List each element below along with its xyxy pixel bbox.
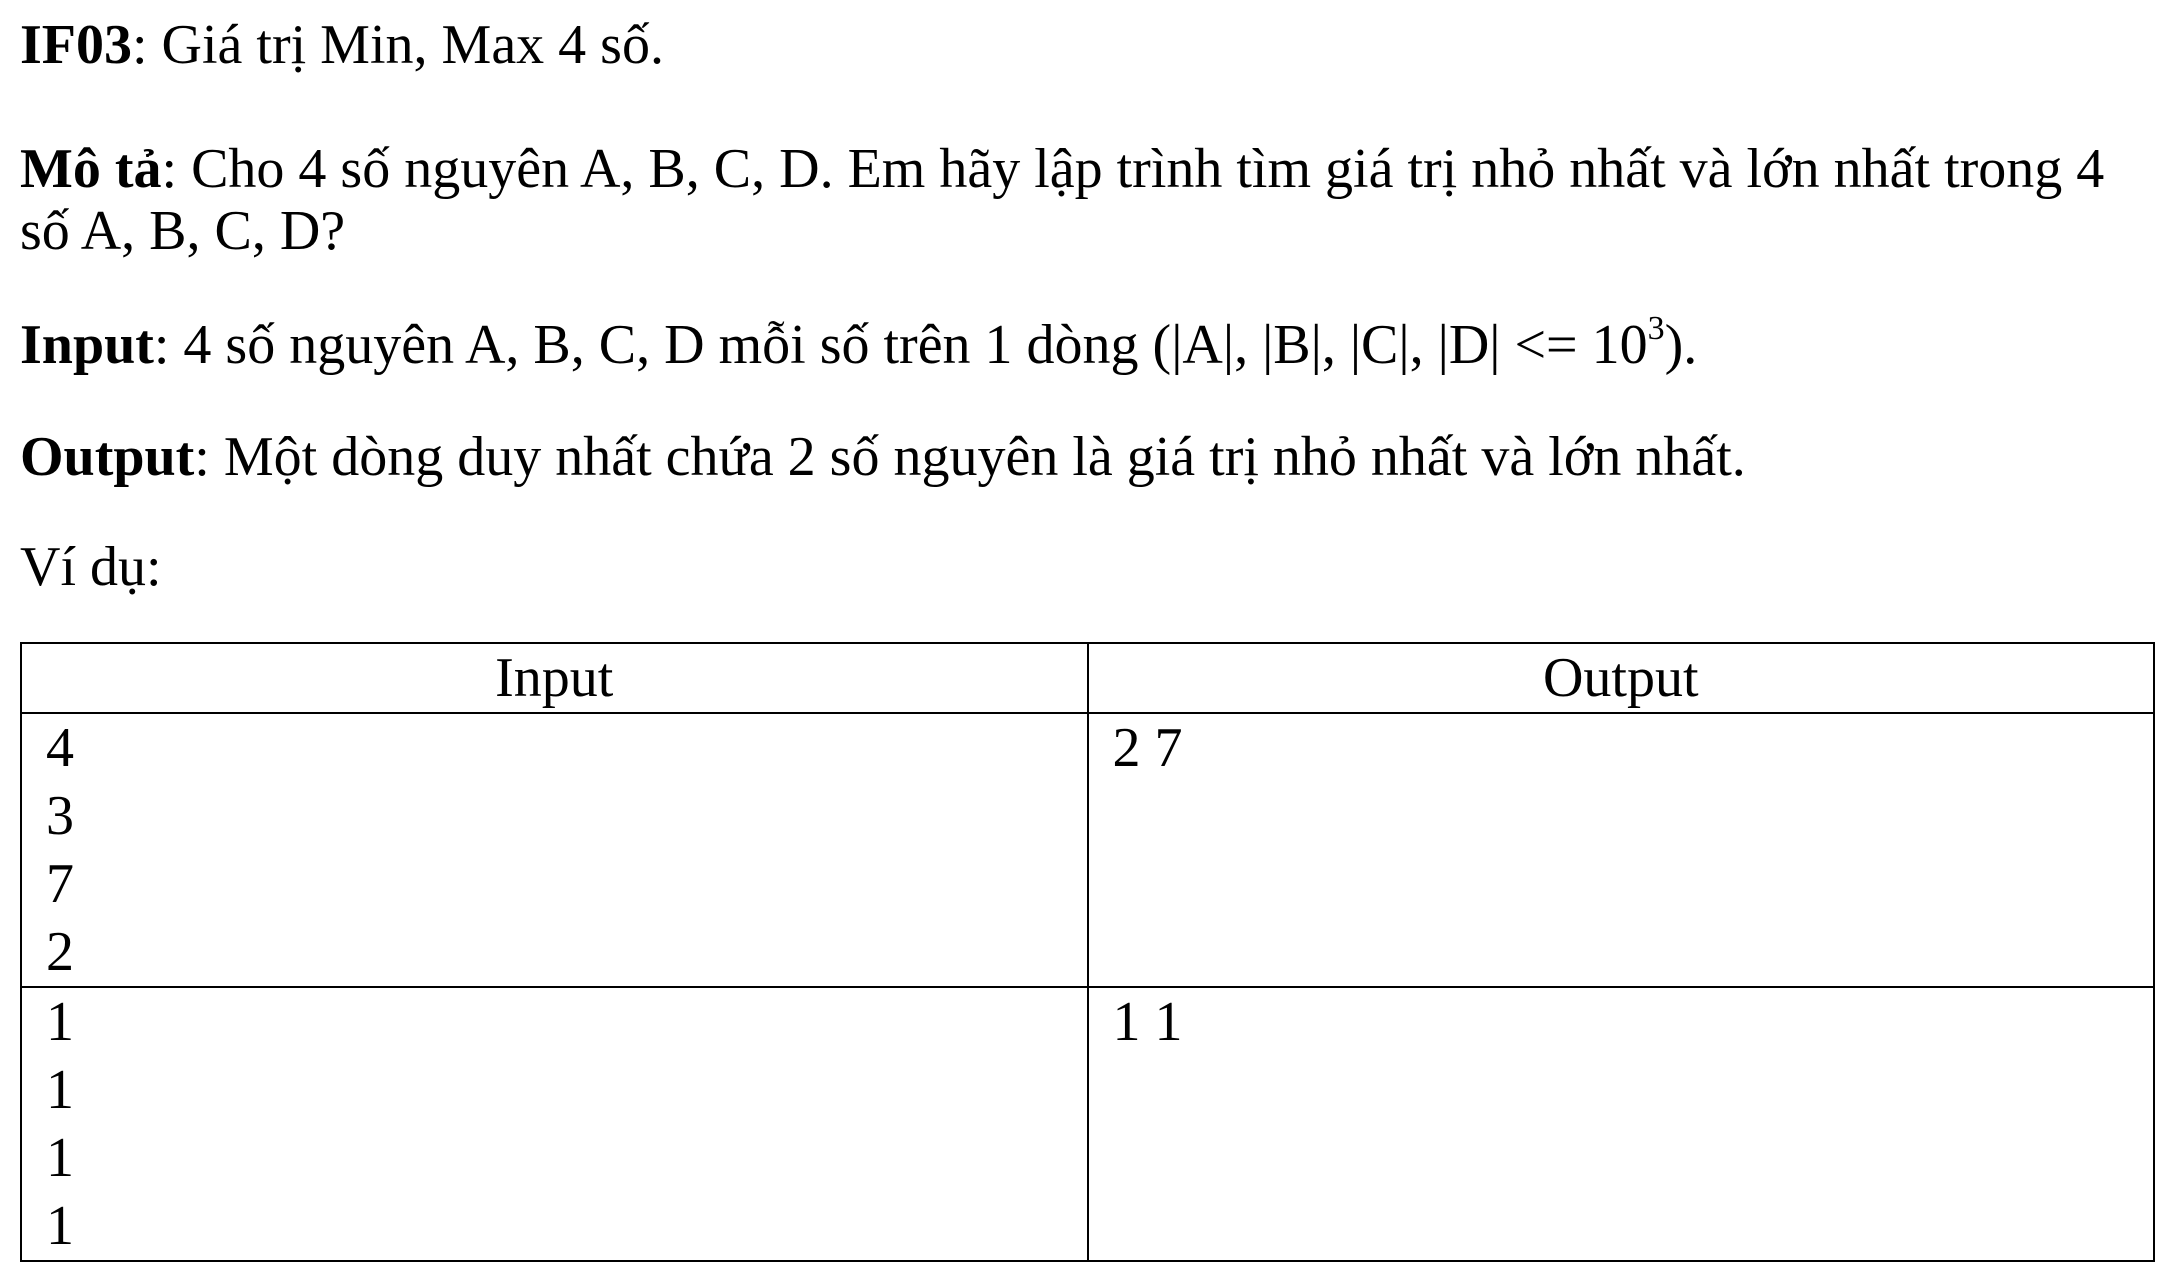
problem-code: IF03: [20, 14, 132, 76]
description-label: Mô tả: [20, 138, 162, 200]
example-label: Ví dụ:: [20, 536, 162, 598]
input-line: 3: [46, 785, 74, 847]
problem-title: [20, 14, 2160, 76]
input-cell: [21, 713, 1088, 987]
input-line: 1: [46, 1127, 74, 1189]
problem-title-text: : Giá trị Min, Max 4 số.: [132, 14, 664, 76]
table-row: [21, 987, 2154, 1261]
problem-statement: [20, 14, 2160, 1262]
input-line: 4: [46, 717, 74, 779]
output-cell: 2 7: [1088, 713, 2155, 987]
header-input: Input: [21, 643, 1088, 713]
input-text-end: ).: [1664, 314, 1698, 376]
input-line: 7: [46, 853, 74, 915]
table-header-row: [21, 643, 2154, 713]
input-line: 1: [46, 1059, 74, 1121]
input-cell: [21, 987, 1088, 1261]
output-specification: [20, 426, 2160, 488]
output-text: : Một dòng duy nhất chứa 2 số nguyên là giá trị nhỏ nhất và lớn nhất.: [194, 426, 1746, 488]
input-specification: [20, 310, 2160, 376]
output-cell: 1 1: [1088, 987, 2155, 1261]
header-output: Output: [1088, 643, 2155, 713]
description-text: : Cho 4 số nguyên A, B, C, D. Em hãy lập trình tìm giá trị nhỏ nhất và lớn nhất trong 4 số A, B, C, D?: [20, 138, 2105, 262]
examples-table: [20, 642, 2155, 1262]
input-line: 2: [46, 921, 74, 983]
table-row: [21, 713, 2154, 987]
input-line: 1: [46, 991, 74, 1053]
output-label: Output: [20, 426, 195, 488]
problem-description: [20, 138, 2160, 262]
input-line: 1: [46, 1195, 74, 1257]
input-exponent: 3: [1647, 310, 1665, 348]
input-label: Input: [20, 314, 154, 376]
input-text: : 4 số nguyên A, B, C, D mỗi số trên 1 dòng (|A|, |B|, |C|, |D| <= 10: [153, 314, 1648, 376]
